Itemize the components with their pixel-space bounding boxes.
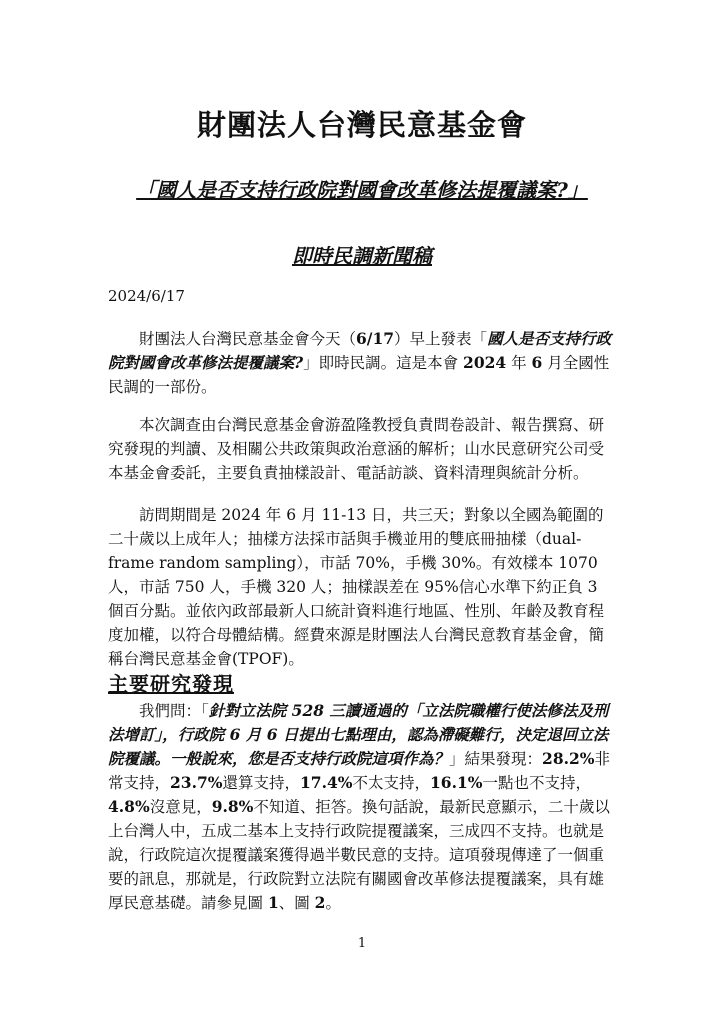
p1-month: 6 xyxy=(531,353,543,372)
p1-text-i: 月全國性民調的一部份。 xyxy=(108,354,610,396)
intro-paragraph xyxy=(108,327,613,399)
p1-year: 2024 xyxy=(463,353,507,372)
release-date: 2024/6/17 xyxy=(108,287,185,305)
p4-text-c: 」結果發現： xyxy=(449,750,543,768)
p4-text-k: 一點也不支持， xyxy=(482,774,592,792)
responsibility-paragraph: 本次調查由台灣民意基金會游盈隆教授負責問卷設計、報告撰寫、研究發現的判讀、及相關公共政策與政治意涵的解析；山水民意研究公司受本基金會委託，主要負責抽樣設計、電話訪談、資料清理與統計分析。 xyxy=(108,416,605,482)
p4-text-q: 、圖 xyxy=(278,894,315,912)
p1-text-g: 年 xyxy=(506,354,532,372)
p4-text-e: 非常支持， xyxy=(108,750,611,792)
findings-paragraph xyxy=(108,699,613,915)
p4-not-much-support-pct: 17.4% xyxy=(300,773,353,792)
page-number: 1 xyxy=(357,936,367,951)
press-release-label: 即時民調新聞稿 xyxy=(292,244,432,268)
p1-text-c: ）早上發表「 xyxy=(394,330,488,348)
p4-question: 針對立法院 528 三讀通過的「立法院職權行使法修法及刑法增訂」，行政院 6 月 6 日提出七點理由，認為滯礙難行，決定退回立法院覆議。一般說來，您是否支持行政院這項作為？ xyxy=(108,701,609,768)
p4-text-a: 我們問：「 xyxy=(139,702,209,720)
p4-strongly-support-pct: 28.2% xyxy=(542,749,595,768)
p4-text-s: 。 xyxy=(325,894,341,912)
p4-dont-know-pct: 9.8% xyxy=(211,797,254,816)
p4-somewhat-support-pct: 23.7% xyxy=(170,773,223,792)
p1-text-a: 財團法人台灣民意基金會今天（ xyxy=(139,330,357,348)
p4-no-support-pct: 16.1% xyxy=(430,773,483,792)
p4-text-o: 不知道、拒答。換句話說，最新民意顯示，二十歲以上台灣人中，五成二基本上支持行政院提覆議案，三成四不支持。也就是說，行政院這次提覆議案獲得過半數民意的支持。這項發現傳達了一個重要的訊息，那就是，行政院對立法院有關國會改革修法提覆議案，具有雄厚民意基礎。請參見圖 xyxy=(108,798,610,912)
p1-date: 6/17 xyxy=(356,329,395,348)
p4-figure-1: 1 xyxy=(267,893,279,912)
organization-title: 財團法人台灣民意基金會 xyxy=(196,108,527,142)
p1-text-e: 」即時民調。這是本會 xyxy=(303,354,464,372)
survey-subtitle: 「國人是否支持行政院對國會改革修法提覆議案?」 xyxy=(136,178,588,202)
p4-text-m: 沒意見， xyxy=(149,798,212,816)
methodology-paragraph: 訪問期間是 2024 年 6 月 11-13 日，共三天；對象以全國為範圍的二十歲以上成年人；抽樣方法採市話與手機並用的雙底冊抽樣（dual-frame random sampling），市話 70%，手機 30%。有效樣本 1070 人，市話 750 人，手機 320 人；抽樣誤差在 95%信心水準下約正負 3 個百分點。並依內政部最新人口統計資料進行地區、性別、年齡及教育程度加權，以符合母體結構。經費來源是財團法人台灣民意教育基金會，簡稱台灣民意基金會(TPOF)。 xyxy=(108,506,605,668)
p4-no-opinion-pct: 4.8% xyxy=(108,797,150,816)
p4-text-i: 不太支持， xyxy=(352,774,431,792)
p1-survey-title: 國人是否支持行政院對國會改革修法提覆議案? xyxy=(108,329,612,372)
p4-text-g: 還算支持， xyxy=(222,774,301,792)
findings-heading: 主要研究發現 xyxy=(108,672,234,696)
p4-figure-2: 2 xyxy=(314,893,326,912)
